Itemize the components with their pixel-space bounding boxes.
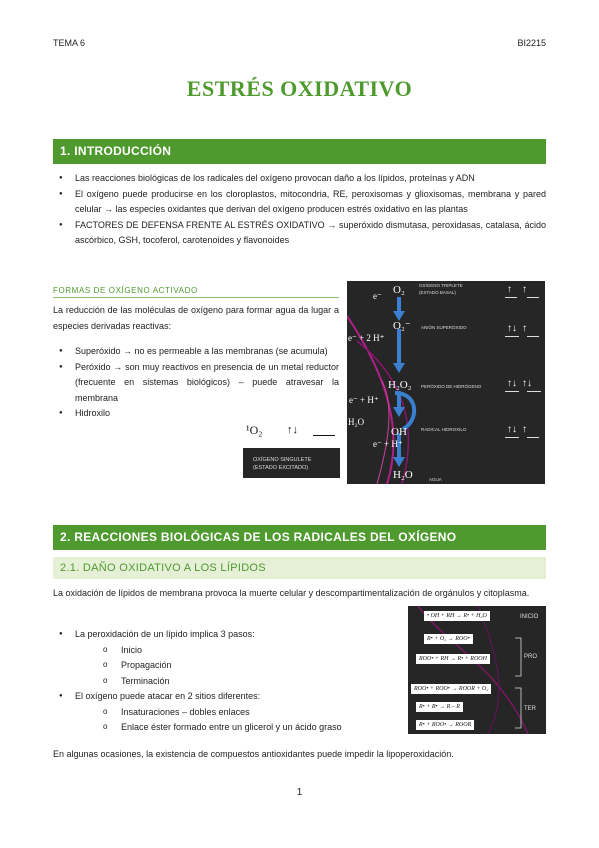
stage-label: TER bbox=[524, 706, 536, 712]
orbital-line bbox=[527, 297, 539, 298]
reaction-termination-1: ROO• + ROO• → ROOR + O₂ bbox=[411, 684, 491, 694]
species-label: RADICAL HIDROXILO bbox=[421, 427, 467, 432]
list-item-text: El oxígeno puede atacar en 2 sitios diferentes: bbox=[75, 691, 261, 701]
reaction-termination-2: R• + R• → R – R bbox=[416, 702, 463, 712]
orbital-line bbox=[527, 437, 539, 438]
side-label: e⁻ + H⁺ bbox=[349, 395, 379, 405]
reaction-propagation-2: ROO• + RH → R• + ROOH bbox=[416, 654, 490, 664]
list-item-text: La peroxidación de un lípido implica 3 pasos: bbox=[75, 629, 255, 639]
singlet-symbol: ¹O₂ bbox=[246, 423, 263, 437]
electron-spin-icon: ↑↓ bbox=[287, 424, 298, 436]
species-peroxide: H₂O₂ bbox=[388, 379, 412, 391]
lipid-closing: En algunas ocasiones, la existencia de compuestos antioxidantes puede impedir la lipoperoxidación. bbox=[53, 749, 454, 759]
header-course-code: BI2215 bbox=[517, 38, 546, 48]
orbital-line bbox=[527, 336, 539, 337]
list-item: ● Superóxido → no es permeable a las membranas (se acumula) bbox=[53, 344, 339, 360]
list-item: o Insaturaciones – dobles enlaces bbox=[99, 705, 403, 721]
list-item: ● Las reacciones biológicas de los radicales del oxígeno provocan daño a los lípidos, proteínas y ADN bbox=[53, 171, 546, 187]
side-label: e⁻ + 2 H⁺ bbox=[348, 333, 385, 343]
species-superoxide: O₂⁻ bbox=[393, 320, 411, 332]
species-o2: O₂ bbox=[393, 284, 405, 296]
species-label: (ESTADO BASAL) bbox=[419, 290, 456, 295]
header-topic: TEMA 6 bbox=[53, 38, 86, 48]
orbital-line bbox=[505, 297, 517, 298]
list-item: ● El oxígeno puede producirse en los cloroplastos, mitocondria, RE, peroxisomas y glioxisomas, membrana y pared celular → las especies oxidantes que derivan del oxígeno producen estrés oxidativo en las plantas bbox=[53, 187, 546, 218]
sub-list bbox=[99, 643, 403, 690]
reaction-termination-3: R• + ROO• → ROOR bbox=[416, 720, 474, 730]
electron-spin-icon: ↑ ↑ bbox=[507, 284, 527, 295]
intro-bullet-list bbox=[53, 171, 546, 249]
list-item: o Propagación bbox=[99, 658, 403, 674]
reaction-propagation-1: R• + O₂ → ROO• bbox=[424, 634, 473, 644]
list-item: o Enlace éster formado entre un glicerol y un ácido graso bbox=[99, 720, 403, 736]
section-heading-introduccion: 1. INTRODUCCIÓN bbox=[53, 139, 546, 164]
list-item: ● Hidroxilo bbox=[53, 406, 339, 422]
side-label: e⁻ bbox=[373, 291, 382, 301]
orbital-line bbox=[505, 437, 519, 438]
stage-label: INICIO bbox=[520, 614, 539, 620]
list-item bbox=[53, 689, 403, 736]
orbital-line bbox=[505, 336, 519, 337]
list-item: o Terminación bbox=[99, 674, 403, 690]
list-item: ● Peróxido → son muy reactivos en presencia de un metal reductor (frecuente en sistemas biológicos) – puede atravesar la membrana bbox=[53, 360, 339, 407]
species-label: OXÍGENO TRIPLETE bbox=[419, 283, 463, 288]
list-item: ● FACTORES DE DEFENSA FRENTE AL ESTRÉS OXIDATIVO → superóxido dismutasa, peroxidasas, catalasa, ácido ascórbico, GSH, tocoferol, carotenoides y flavonoides bbox=[53, 218, 546, 249]
section-heading-reacciones: 2. REACCIONES BIOLÓGICAS DE LOS RADICALES DEL OXÍGENO bbox=[53, 525, 546, 550]
peroxidation-figure bbox=[408, 606, 546, 734]
sub-heading-dano-lipidos: 2.1. DAÑO OXIDATIVO A LOS LÍPIDOS bbox=[53, 557, 546, 579]
species-label: ANIÓN SUPERÓXIDO bbox=[421, 325, 467, 330]
sub-list bbox=[99, 705, 403, 736]
singlet-oxygen-figure bbox=[243, 420, 340, 478]
side-label: e⁻ + H⁺ bbox=[373, 439, 403, 449]
page-number: 1 bbox=[296, 787, 303, 798]
lipid-list bbox=[53, 627, 403, 736]
species-water: H₂O bbox=[393, 469, 413, 481]
electron-spin-icon: ↑↓ ↑ bbox=[507, 323, 527, 334]
singlet-caption-1: OXÍGENO SINGULETE bbox=[253, 457, 312, 463]
species-hydroxyl: OH bbox=[391, 426, 407, 438]
document-title: ESTRÉS OXIDATIVO bbox=[186, 76, 413, 101]
orbital-line bbox=[505, 391, 519, 392]
singlet-caption-2: (ESTADO EXCITADO) bbox=[253, 465, 309, 471]
peroxidation-decor-svg bbox=[408, 606, 546, 734]
formas-intro: La reducción de las moléculas de oxígeno para formar agua da lugar a especies derivadas reactivas: bbox=[53, 305, 339, 331]
list-item: o Inicio bbox=[99, 643, 403, 659]
stage-label: PRO bbox=[524, 654, 538, 660]
lipid-intro: La oxidación de lípidos de membrana provoca la muerte celular y descompartimentalización de orgánulos y citoplasma. bbox=[53, 588, 530, 598]
electron-spin-icon: ↑↓ ↑↓ bbox=[507, 378, 532, 389]
singlet-caption-box bbox=[243, 448, 340, 478]
species-label: AGUA bbox=[429, 477, 442, 482]
species-label: PERÓXIDO DE HIDRÓGENO bbox=[421, 384, 482, 389]
forms-list bbox=[53, 344, 339, 422]
oxygen-reduction-figure bbox=[347, 281, 545, 484]
sub-heading-formas: FORMAS DE OXÍGENO ACTIVADO bbox=[53, 286, 198, 295]
orbital-line bbox=[527, 391, 541, 392]
reaction-initiation: • OH + RH → R• + H₂O bbox=[424, 611, 490, 621]
orbital-line bbox=[313, 435, 335, 436]
sub-heading-rule bbox=[53, 297, 339, 298]
electron-spin-icon: ↑↓ ↑ bbox=[507, 424, 527, 435]
side-label: H₂O bbox=[348, 417, 365, 427]
list-item bbox=[53, 627, 403, 689]
